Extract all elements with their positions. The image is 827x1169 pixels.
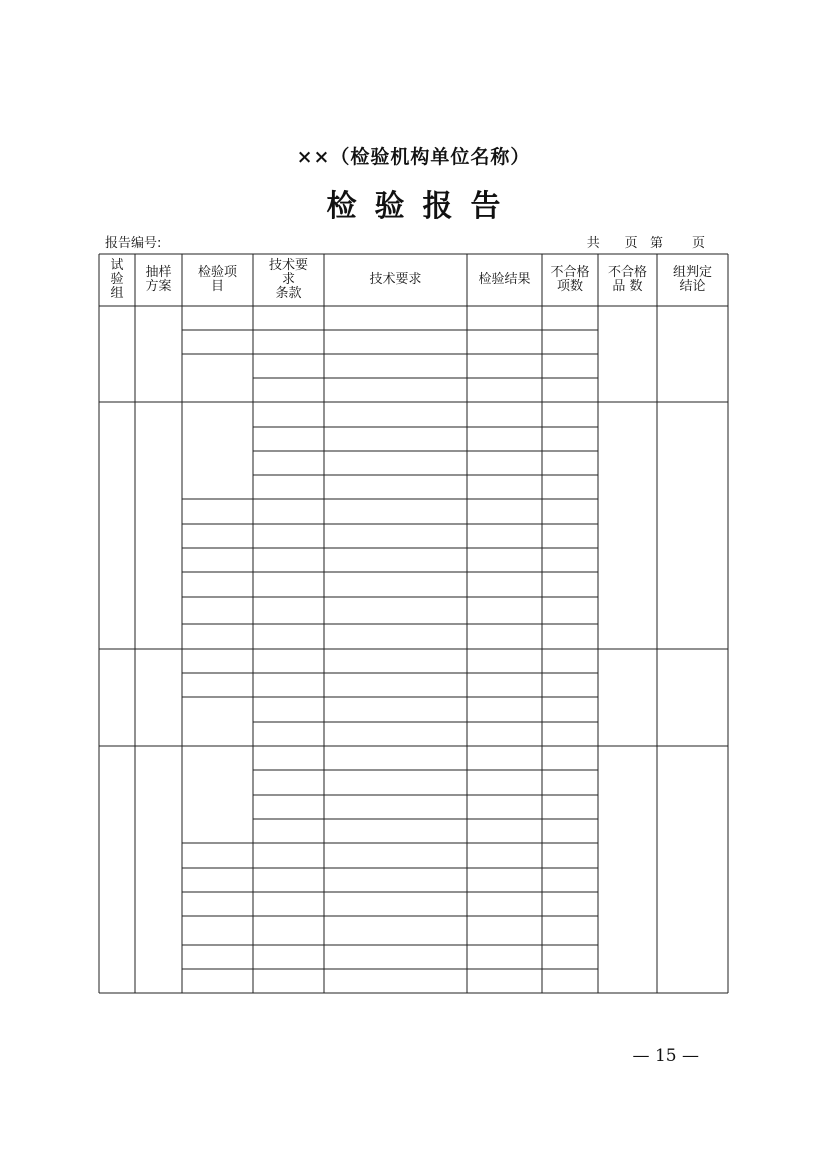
- page-label-total: 页: [624, 236, 638, 251]
- col-header-sampling-plan: 抽样 方案: [145, 265, 172, 294]
- nth-label: 第: [650, 236, 664, 251]
- col-header-group-conclusion: 组判定 结论: [672, 265, 712, 294]
- col-header-tech-requirement: 技术要求: [369, 272, 422, 287]
- col-header-test-group: 试 验 组: [110, 258, 124, 301]
- col-header-nonconforming-items: 不合格 项数: [550, 265, 590, 294]
- page-label-current: 页: [691, 236, 705, 251]
- col-header-nonconforming-units: 不合格 品 数: [607, 265, 647, 294]
- col-header-tech-clause: 技术要 求 条款: [268, 258, 308, 301]
- report-title: 检验报告: [326, 189, 519, 224]
- col-header-inspection-item: 检验项 目: [197, 265, 237, 294]
- organization-title: ××（检验机构单位名称）: [296, 146, 531, 168]
- col-header-result: 检验结果: [478, 272, 531, 287]
- page-number: — 15 —: [632, 1046, 699, 1066]
- report-number-label: 报告编号:: [105, 236, 162, 251]
- page-info: [587, 232, 705, 251]
- total-label: 共: [586, 236, 600, 251]
